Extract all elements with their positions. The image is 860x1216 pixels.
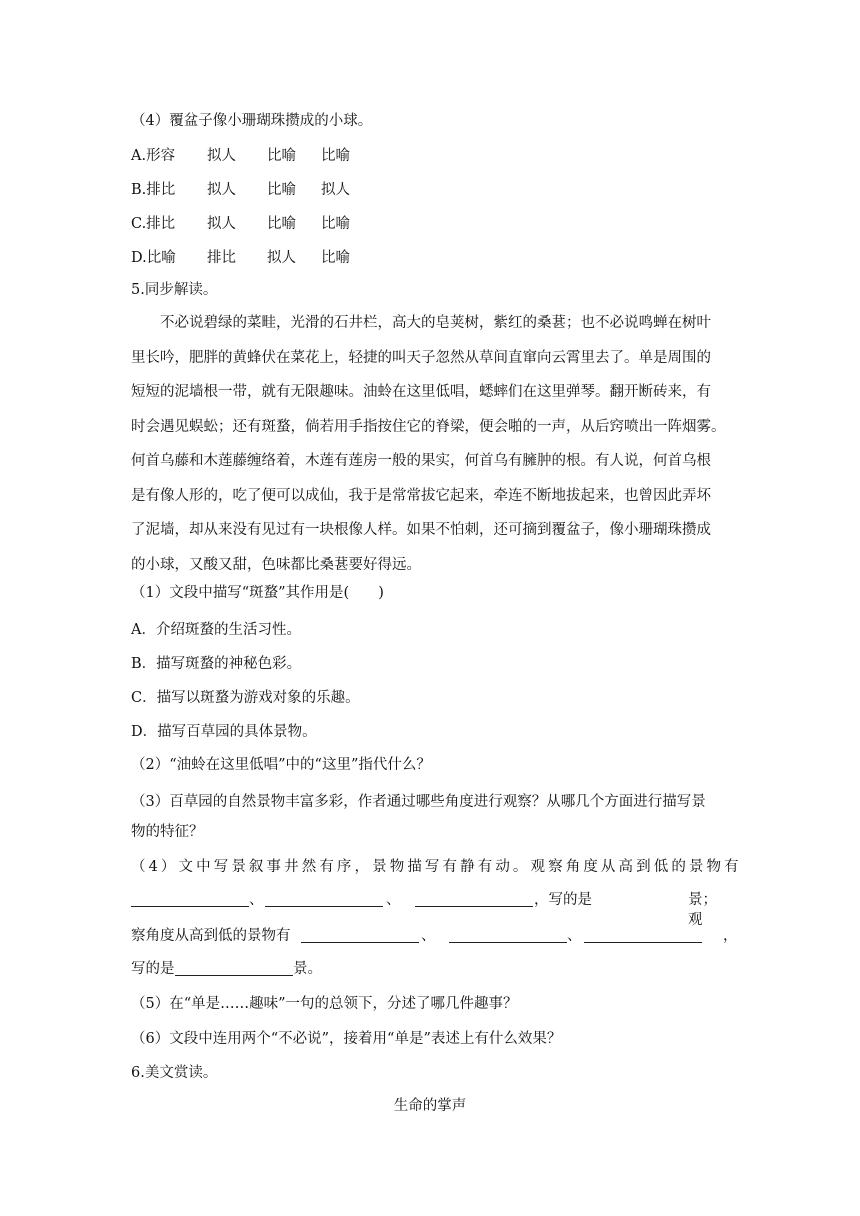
q1-option-a: A．介绍斑蝥的生活习性。 (131, 622, 301, 638)
question-stem: （4）覆盆子像小珊瑚珠攒成的小球。 (131, 113, 373, 129)
passage-line: 何首乌藤和木莲藤缠络着，木莲有莲房一般的果实，何首乌有臃肿的根。有人说，何首乌根 (131, 453, 711, 469)
q1-option-b: B．描写斑蝥的神秘色彩。 (131, 656, 302, 672)
passage-line: 是有像人形的，吃了便可以成仙，我于是常常拔它起来，牵连不断地拔起来，也曾因此弄坏 (131, 487, 711, 504)
answer-blank[interactable] (584, 928, 702, 943)
question-4-line-2: 、 、 ，写的是 景；观 (131, 890, 731, 910)
question-5: （5）在“单是……趣味”一句的总领下，分述了哪几件趣事？ (131, 996, 518, 1012)
option-label: A.形容 (131, 148, 176, 164)
question-4-line-1: （4）文中写景叙事井然有序，景物描写有静有动。观察角度从高到低的景物有 (131, 859, 742, 875)
option-label: B.排比 (131, 182, 176, 198)
option-term: 拟人 (207, 148, 236, 164)
article-title: 生命的掌声 (393, 1098, 467, 1114)
option-term: 比喻 (267, 182, 296, 198)
option-term: 比喻 (321, 216, 350, 232)
question-4-line-3: 察角度从高到低的景物有 、 、 ， (131, 928, 738, 944)
passage-line: 了泥墙，却从来没有见过有一块根像人样。如果不怕刺，还可摘到覆盆子，像小珊瑚珠攒成 (131, 522, 711, 538)
option-term: 拟人 (207, 182, 236, 198)
option-term: 比喻 (321, 148, 350, 164)
passage (131, 306, 731, 582)
option-term: 排比 (207, 250, 236, 266)
option-term: 拟人 (207, 216, 236, 232)
option-term: 比喻 (321, 250, 350, 266)
option-term: 拟人 (321, 182, 350, 198)
section-heading: 5.同步解读。 (131, 282, 218, 298)
q1-option-d: D．描写百草园的具体景物。 (131, 724, 317, 740)
option-label: D.比喻 (131, 250, 176, 266)
question-3-line-2: 物的特征？ (131, 824, 204, 840)
option-term: 比喻 (267, 216, 296, 232)
question-1: （1）文段中描写“斑蝥”其作用是( ) (131, 585, 384, 601)
answer-blank[interactable] (301, 928, 419, 943)
section-heading: 6.美文赏读。 (131, 1065, 218, 1081)
option-term: 拟人 (267, 250, 296, 266)
answer-blank[interactable] (415, 892, 533, 907)
question-6: （6）文段中连用两个“不必说”，接着用“单是”表述上有什么效果？ (131, 1031, 562, 1047)
passage-line: 短短的泥墙根一带，就有无限趣味。油蛉在这里低唱，蟋蟀们在这里弹琴。翻开断砖来，有 (131, 384, 711, 400)
question-3-line-1: （3）百草园的自然景物丰富多彩，作者通过哪些角度进行观察？从哪几个方面进行描写景 (131, 794, 706, 810)
answer-blank[interactable] (449, 928, 567, 943)
q1-option-c: C．描写以斑蝥为游戏对象的乐趣。 (131, 690, 360, 706)
passage-line: 里长吟，肥胖的黄蜂伏在菜花上，轻捷的叫天子忽然从草间直窜向云霄里去了。单是周围的 (131, 349, 711, 366)
option-term: 比喻 (267, 148, 296, 164)
answer-blank[interactable] (131, 892, 249, 907)
question-2: （2）“油蛉在这里低唱”中的“这里”指代什么？ (131, 757, 431, 773)
answer-blank[interactable] (175, 961, 293, 976)
option-label: C.排比 (131, 216, 176, 232)
answer-blank[interactable] (265, 892, 383, 907)
passage-line: 的小球，又酸又甜，色味都比桑葚要好得远。 (131, 556, 421, 573)
question-4-line-4: 写的是 景。 (131, 961, 322, 977)
passage-line: 不必说碧绿的菜畦，光滑的石井栏，高大的皂荚树，紫红的桑葚；也不必说鸣蝉在树叶 (160, 315, 711, 331)
passage-line: 时会遇见蜈蚣；还有斑蝥，倘若用手指按住它的脊梁，便会啪的一声，从后窍喷出一阵烟雾。 (131, 418, 726, 435)
